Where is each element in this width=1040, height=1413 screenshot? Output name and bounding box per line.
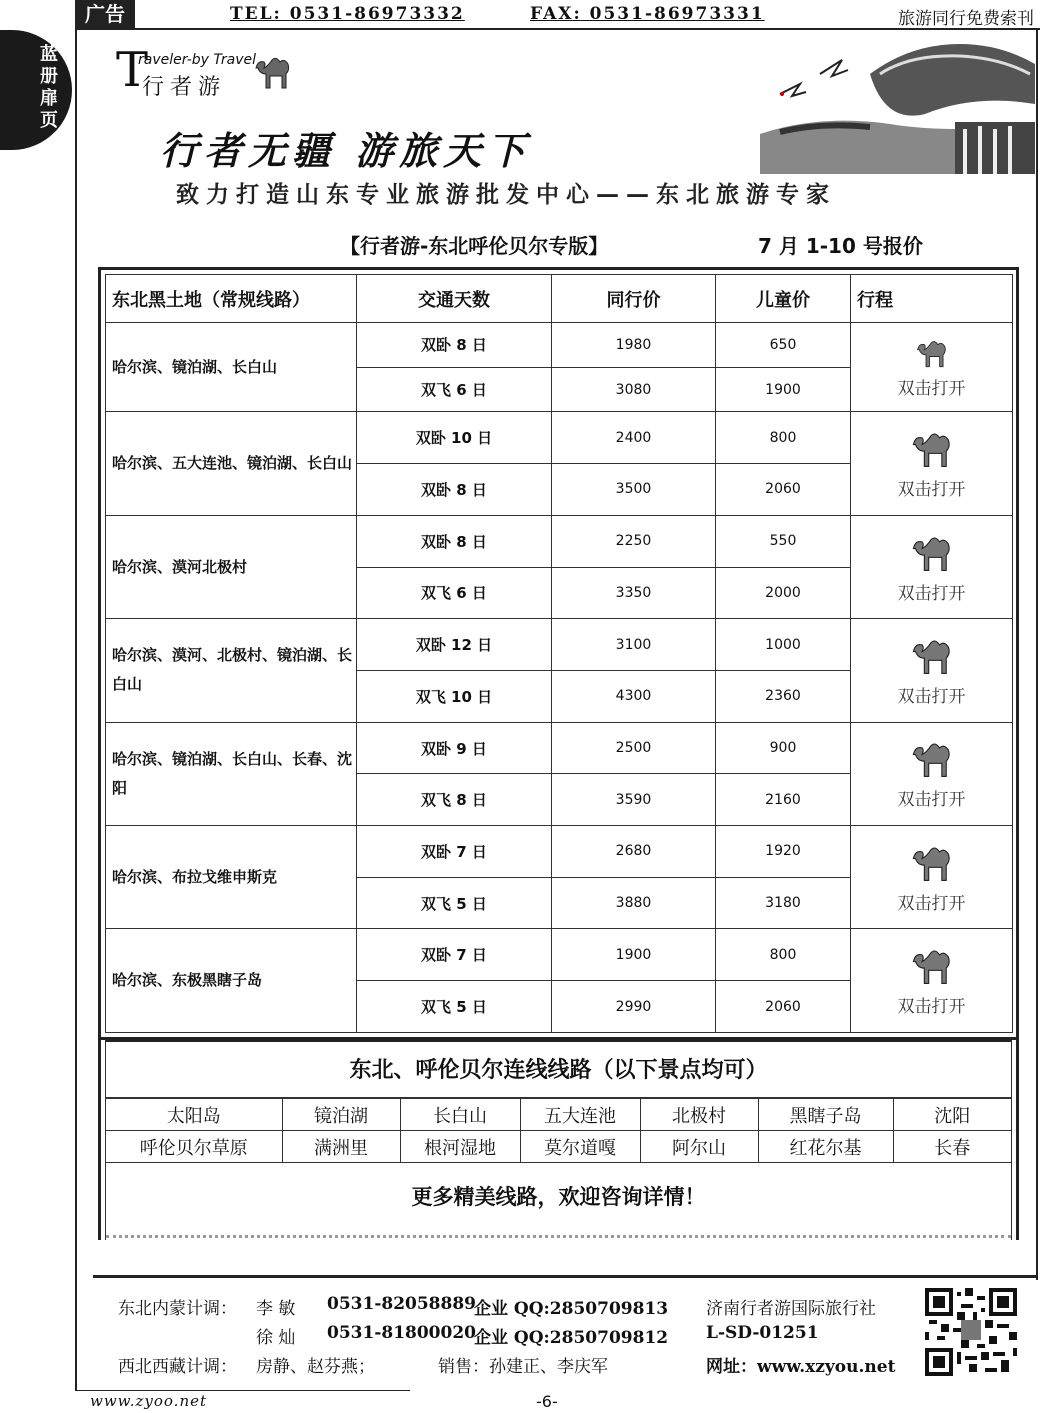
header-itinerary: 行程: [851, 275, 1013, 323]
transport-days: 双飞 5 日: [357, 877, 552, 929]
qr-code-icon: [925, 1288, 1017, 1376]
trade-price: 3880: [552, 877, 716, 929]
transport-days: 双卧 9 日: [357, 722, 552, 774]
trade-price: 1980: [552, 323, 716, 368]
contact-label-northeast: 东北内蒙计调：: [118, 1299, 237, 1319]
trade-price: 3080: [552, 367, 716, 412]
contact-name-xu: 徐 灿: [256, 1328, 296, 1348]
spot-cell: 五大连池: [520, 1099, 640, 1131]
scenery-photo: [760, 34, 1035, 174]
trade-price: 3100: [552, 619, 716, 671]
camel-icon: [915, 336, 949, 372]
header-transport-days: 交通天数: [357, 275, 552, 323]
child-price: 2360: [716, 670, 851, 722]
spot-cell: 北极村: [640, 1099, 758, 1131]
camel-icon: [910, 737, 954, 783]
route-name: 哈尔滨、镜泊湖、长白山、长春、沈阳: [106, 722, 357, 825]
frame-left-rule: [75, 30, 77, 1390]
header-child-price: 儿童价: [716, 275, 851, 323]
spot-cell: 呼伦贝尔草原: [106, 1131, 282, 1163]
transport-days: 双卧 12 日: [357, 619, 552, 671]
page-number: -6-: [536, 1392, 558, 1411]
itinerary-open-link[interactable]: 双击打开: [897, 686, 966, 707]
itinerary-cell[interactable]: [851, 826, 1013, 929]
top-header: [75, 0, 1040, 30]
contact-phone-xu: 0531-81800020: [327, 1323, 476, 1343]
spot-cell: 长白山: [400, 1099, 520, 1131]
frame-right-rule: [1036, 30, 1038, 1280]
trade-price: 4300: [552, 670, 716, 722]
route-name: 哈尔滨、五大连池、镜泊湖、长白山: [106, 412, 357, 515]
side-tab: [0, 30, 72, 150]
footer-site: www.zyoo.net: [90, 1392, 208, 1410]
itinerary-cell[interactable]: [851, 722, 1013, 825]
company-name: 济南行者游国际旅行社: [706, 1299, 876, 1319]
ad-tag: 广告: [75, 0, 135, 28]
logo-english: raveler-by Travel: [138, 52, 256, 68]
child-price: 2060: [716, 981, 851, 1033]
side-tab-label: 蓝册扉页: [40, 44, 58, 131]
transport-days: 双卧 8 日: [357, 464, 552, 516]
connected-routes-title: 东北、呼伦贝尔连线线路（以下景点均可）: [106, 1040, 1011, 1098]
spot-cell: 根河湿地: [400, 1131, 520, 1163]
transport-days: 双飞 5 日: [357, 981, 552, 1033]
edition-title: 【行者游-东北呼伦贝尔专版】: [340, 234, 609, 258]
itinerary-open-link[interactable]: 双击打开: [897, 893, 966, 914]
transport-days: 双卧 7 日: [357, 826, 552, 878]
subslogan: 致力打造山东专业旅游批发中心——东北旅游专家: [176, 182, 836, 208]
camel-icon: [910, 944, 954, 990]
price-table-frame: [98, 267, 1019, 1040]
logo-chinese: 行者游: [142, 75, 227, 100]
dotted-divider: [106, 1234, 1011, 1238]
transport-days: 双飞 10 日: [357, 670, 552, 722]
spot-cell: 莫尔道嘎: [520, 1131, 640, 1163]
tel-number: TEL: 0531-86973332: [230, 4, 465, 24]
itinerary-cell[interactable]: [851, 323, 1013, 412]
quote-date: 7 月 1-10 号报价: [758, 234, 923, 258]
itinerary-open-link[interactable]: 双击打开: [897, 790, 966, 811]
contact-qq-xu: 企业 QQ:2850709812: [474, 1328, 669, 1348]
table-row: [106, 826, 1013, 878]
spot-cell: 黑瞎子岛: [758, 1099, 893, 1131]
transport-days: 双飞 6 日: [357, 567, 552, 619]
table-row: [106, 619, 1013, 671]
trade-price: 2500: [552, 722, 716, 774]
trade-price: 3500: [552, 464, 716, 516]
transport-days: 双卧 8 日: [357, 323, 552, 368]
contact-phone-li: 0531-82058889: [327, 1294, 476, 1314]
contact-rule: [93, 1275, 1036, 1278]
camel-icon: [910, 634, 954, 680]
route-name: 哈尔滨、东极黑瞎子岛: [106, 929, 357, 1033]
trade-price: 1900: [552, 929, 716, 981]
sales-contacts: 销售：孙建正、李庆军: [438, 1357, 608, 1377]
spots-row: [106, 1131, 1011, 1163]
route-name: 哈尔滨、漠河北极村: [106, 515, 357, 618]
transport-days: 双卧 8 日: [357, 515, 552, 567]
more-routes-note: 更多精美线路，欢迎咨询详情！: [411, 1185, 706, 1209]
trade-price: 3350: [552, 567, 716, 619]
child-price: 1000: [716, 619, 851, 671]
price-table: [105, 274, 1013, 1033]
child-price: 2000: [716, 567, 851, 619]
header-right-text: 旅游同行免费索刊: [898, 9, 1034, 29]
trade-price: 3590: [552, 774, 716, 826]
child-price: 1900: [716, 367, 851, 412]
table-header-row: [106, 275, 1013, 323]
table-row: [106, 323, 1013, 368]
spot-cell: 阿尔山: [640, 1131, 758, 1163]
route-name: 哈尔滨、漠河、北极村、镜泊湖、长白山: [106, 619, 357, 722]
child-price: 2060: [716, 464, 851, 516]
itinerary-open-link[interactable]: 双击打开: [897, 583, 966, 604]
table-row: [106, 515, 1013, 567]
route-name: 哈尔滨、布拉戈维申斯克: [106, 826, 357, 929]
itinerary-open-link[interactable]: 双击打开: [897, 378, 966, 399]
child-price: 650: [716, 323, 851, 368]
camel-icon: [910, 531, 954, 577]
camel-icon: [910, 841, 954, 887]
spot-cell: 满洲里: [282, 1131, 400, 1163]
transport-days: 双飞 8 日: [357, 774, 552, 826]
table-row: [106, 929, 1013, 981]
spots-table: [106, 1098, 1011, 1163]
spot-cell: 红花尔基: [758, 1131, 893, 1163]
spot-cell: 长春: [893, 1131, 1011, 1163]
license-number: L-SD-01251: [706, 1323, 819, 1343]
route-name: 哈尔滨、镜泊湖、长白山: [106, 323, 357, 412]
spot-cell: 沈阳: [893, 1099, 1011, 1131]
slogan: 行者无疆 游旅天下: [160, 128, 532, 173]
itinerary-cell[interactable]: [851, 412, 1013, 515]
website-address: 网址：www.xzyou.net: [706, 1357, 896, 1377]
header-route: 东北黑土地（常规线路）: [106, 275, 357, 323]
itinerary-open-link[interactable]: 双击打开: [897, 480, 966, 501]
trade-price: 2250: [552, 515, 716, 567]
fax-number: FAX: 0531-86973331: [530, 4, 765, 24]
connected-routes-section: [98, 1040, 1019, 1240]
itinerary-open-link[interactable]: 双击打开: [897, 997, 966, 1018]
contact-qq-li: 企业 QQ:2850709813: [474, 1299, 669, 1319]
footer-rule: [75, 1390, 410, 1391]
camel-icon: [910, 427, 954, 473]
contact-names-northwest: 房静、赵芬燕；: [256, 1357, 375, 1377]
child-price: 900: [716, 722, 851, 774]
trade-price: 2400: [552, 412, 716, 464]
child-price: 800: [716, 412, 851, 464]
itinerary-cell[interactable]: [851, 515, 1013, 618]
transport-days: 双卧 10 日: [357, 412, 552, 464]
child-price: 550: [716, 515, 851, 567]
child-price: 3180: [716, 877, 851, 929]
table-row: [106, 412, 1013, 464]
logo-letter: T: [116, 42, 149, 98]
spot-cell: 太阳岛: [106, 1099, 282, 1131]
transport-days: 双飞 6 日: [357, 367, 552, 412]
contact-name-li: 李 敏: [256, 1299, 296, 1319]
spots-row: [106, 1099, 1011, 1131]
itinerary-cell[interactable]: [851, 619, 1013, 722]
child-price: 800: [716, 929, 851, 981]
trade-price: 2990: [552, 981, 716, 1033]
child-price: 1920: [716, 826, 851, 878]
spot-cell: 镜泊湖: [282, 1099, 400, 1131]
trade-price: 2680: [552, 826, 716, 878]
transport-days: 双卧 7 日: [357, 929, 552, 981]
child-price: 2160: [716, 774, 851, 826]
camel-logo-icon: [252, 50, 292, 96]
table-row: [106, 722, 1013, 774]
header-trade-price: 同行价: [552, 275, 716, 323]
contact-label-northwest: 西北西藏计调：: [118, 1357, 237, 1377]
itinerary-cell[interactable]: [851, 929, 1013, 1033]
